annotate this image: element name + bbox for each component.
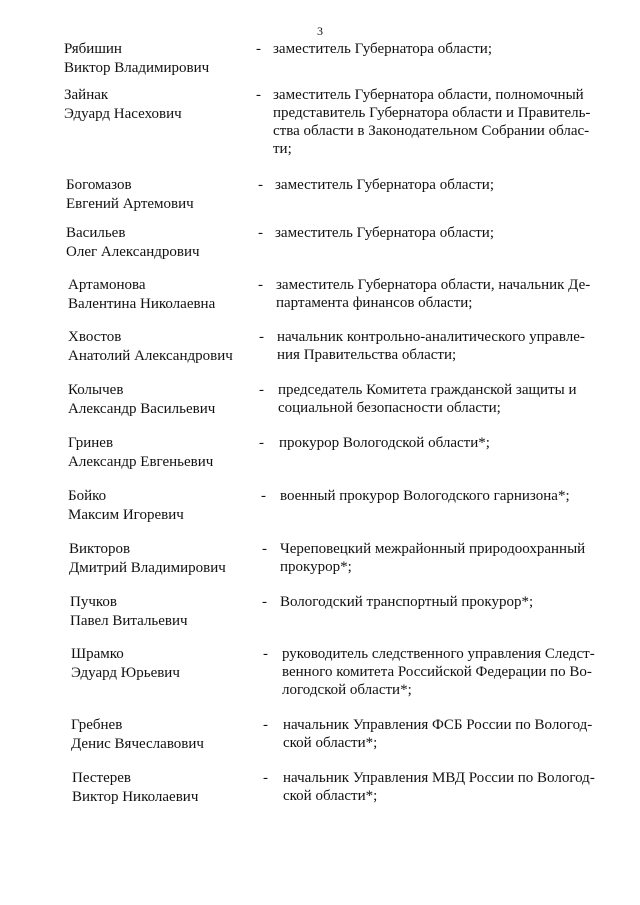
given-name: Виктор Владимирович: [64, 60, 210, 76]
dash-separator: -: [261, 488, 266, 504]
person-name: [71, 716, 271, 754]
person-name: [72, 769, 272, 807]
position-line: руководитель следственного управления Следст-: [282, 646, 595, 662]
surname: Колычев: [68, 382, 124, 398]
position-line: Вологодский транспортный прокурор*;: [280, 594, 534, 610]
position-line: Череповецкий межрайонный природоохранный: [280, 541, 586, 557]
position-line: начальник Управления МВД России по Вологод-: [283, 770, 595, 786]
position-text: [282, 645, 602, 699]
given-name: Олег Александрович: [66, 244, 200, 260]
dash-separator: -: [263, 717, 268, 733]
surname: Артамонова: [68, 277, 146, 293]
surname: Зайнак: [64, 87, 109, 103]
given-name: Александр Евгеньевич: [68, 454, 214, 470]
person-name: [66, 224, 266, 262]
position-line: ской области*;: [283, 788, 378, 804]
dash-separator: -: [256, 41, 261, 57]
person-name: [64, 40, 264, 78]
position-line: заместитель Губернатора области, начальник Де-: [276, 277, 591, 293]
position-line: заместитель Губернатора области;: [273, 41, 493, 57]
given-name: Александр Васильевич: [68, 401, 216, 417]
given-name: Эдуард Юрьевич: [71, 665, 180, 681]
position-line: партамента финансов области;: [276, 295, 473, 311]
given-name: Максим Игоревич: [68, 507, 184, 523]
position-line: логодской области*;: [282, 682, 412, 698]
position-line: ства области в Законодательном Собрании облас-: [273, 123, 590, 139]
position-text: [277, 328, 597, 364]
person-name: [68, 381, 268, 419]
given-name: Анатолий Александрович: [68, 348, 233, 364]
position-line: прокурор Вологодской области*;: [279, 435, 490, 451]
given-name: Валентина Николаевна: [68, 296, 216, 312]
person-name: [68, 434, 268, 472]
dash-separator: -: [262, 594, 267, 610]
position-line: заместитель Губернатора области;: [275, 177, 495, 193]
position-line: представитель Губернатора области и Правитель-: [273, 105, 591, 121]
position-line: социальной безопасности области;: [278, 400, 501, 416]
dash-separator: -: [256, 87, 261, 103]
position-line: ти;: [273, 141, 292, 157]
given-name: Денис Вячеславович: [71, 736, 204, 752]
person-name: [64, 86, 264, 124]
position-text: [275, 224, 595, 242]
position-line: ния Правительства области;: [277, 347, 457, 363]
dash-separator: -: [259, 382, 264, 398]
position-text: [278, 381, 598, 417]
person-name: [68, 276, 268, 314]
position-line: заместитель Губернатора области, полномочный: [273, 87, 584, 103]
dash-separator: -: [258, 277, 263, 293]
person-name: [66, 176, 266, 214]
position-text: [275, 176, 595, 194]
position-text: [280, 593, 600, 611]
person-name: [71, 645, 271, 683]
dash-separator: -: [258, 225, 263, 241]
surname: Васильев: [66, 225, 126, 241]
given-name: Эдуард Насехович: [64, 106, 182, 122]
position-line: ской области*;: [283, 735, 378, 751]
position-line: заместитель Губернатора области;: [275, 225, 495, 241]
given-name: Дмитрий Владимирович: [69, 560, 226, 576]
surname: Пестерев: [72, 770, 131, 786]
dash-separator: -: [259, 435, 264, 451]
given-name: Евгений Артемович: [66, 196, 194, 212]
position-text: [283, 716, 603, 752]
person-name: [70, 593, 270, 631]
person-name: [69, 540, 269, 578]
surname: Хвостов: [68, 329, 122, 345]
position-line: начальник Управления ФСБ России по Вологод-: [283, 717, 593, 733]
position-line: прокурор*;: [280, 559, 352, 575]
surname: Викторов: [69, 541, 131, 557]
surname: Богомазов: [66, 177, 132, 193]
position-text: [273, 86, 593, 158]
dash-separator: -: [263, 770, 268, 786]
position-line: председатель Комитета гражданской защиты и: [278, 382, 577, 398]
person-name: [68, 328, 268, 366]
position-line: военный прокурор Вологодского гарнизона*;: [280, 488, 570, 504]
dash-separator: -: [262, 541, 267, 557]
surname: Рябишин: [64, 41, 122, 57]
page-number: 3: [317, 24, 323, 38]
surname: Шрамко: [71, 646, 124, 662]
position-text: [280, 540, 600, 576]
dash-separator: -: [258, 177, 263, 193]
surname: Пучков: [70, 594, 117, 610]
given-name: Павел Витальевич: [70, 613, 188, 629]
position-text: [280, 487, 600, 505]
surname: Гребнев: [71, 717, 123, 733]
position-line: венного комитета Российской Федерации по Во-: [282, 664, 592, 680]
position-text: [273, 40, 593, 58]
dash-separator: -: [263, 646, 268, 662]
position-line: начальник контрольно-аналитического управле-: [277, 329, 585, 345]
position-text: [276, 276, 596, 312]
position-text: [283, 769, 603, 805]
dash-separator: -: [259, 329, 264, 345]
position-text: [279, 434, 599, 452]
given-name: Виктор Николаевич: [72, 789, 199, 805]
surname: Бойко: [68, 488, 107, 504]
person-name: [68, 487, 268, 525]
surname: Гринев: [68, 435, 114, 451]
